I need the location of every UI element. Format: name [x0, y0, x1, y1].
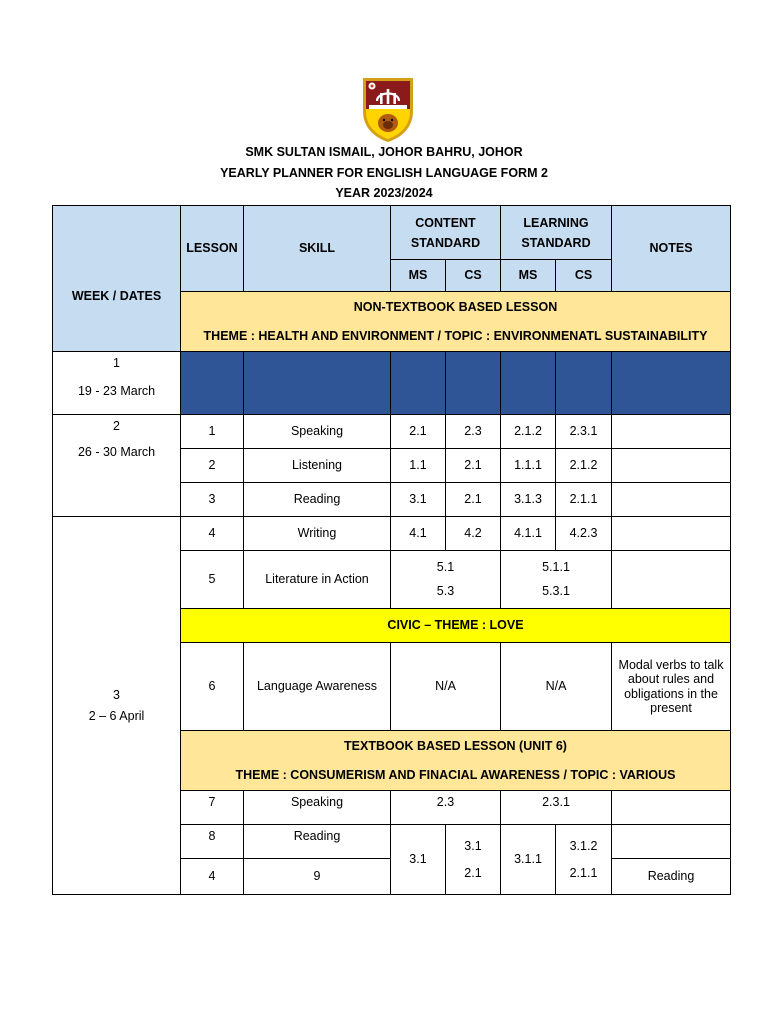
header-learning-cs: CS	[556, 260, 612, 292]
learning-standard-merged: 2.3.1	[501, 791, 612, 825]
week-4-cell	[181, 859, 244, 895]
content-cs-merged	[446, 825, 501, 895]
header-week-label: WEEK / DATES	[71, 288, 162, 303]
navy-cell	[244, 352, 391, 415]
header-notes: NOTES	[612, 206, 731, 292]
header-learning-ms: MS	[501, 260, 556, 292]
content-cs: 2.1	[446, 483, 501, 517]
notes: Modal verbs to talk about rules and obligations in the present	[612, 643, 731, 731]
content-ms: 1.1	[391, 449, 446, 483]
content-cs: 2.1	[446, 449, 501, 483]
learning-cs: 4.2.3	[556, 517, 612, 551]
band-non-textbook-theme: THEME : HEALTH AND ENVIRONMENT / TOPIC : ENVIRONMENATL SUSTAINABILITY	[203, 328, 708, 343]
lesson-number: 7	[181, 791, 244, 825]
learning-standard-merged: N/A	[501, 643, 612, 731]
band-textbook-theme: THEME : CONSUMERISM AND FINACIAL AWARENESS / TOPIC : VARIOUS	[235, 767, 676, 782]
learning-cs: 2.3.1	[556, 415, 612, 449]
content-value: 5.3	[436, 583, 455, 598]
skill: Reading	[244, 825, 391, 859]
header-content-standard: CONTENT STANDARD	[391, 206, 501, 260]
skill: Literature in Action	[244, 551, 391, 609]
learning-ms: 2.1.2	[501, 415, 556, 449]
band-non-textbook	[181, 292, 731, 352]
content-cs-value: 2.1	[464, 865, 482, 880]
planner-year: YEAR 2023/2024	[335, 186, 433, 200]
header-content-ms: MS	[391, 260, 446, 292]
learning-ms: 3.1.3	[501, 483, 556, 517]
content-cs-value: 3.1	[464, 838, 482, 853]
skill: Reading	[244, 483, 391, 517]
skill: Reading	[612, 859, 731, 895]
navy-cell	[446, 352, 501, 415]
notes	[612, 791, 731, 825]
skill: Speaking	[244, 791, 391, 825]
content-cs: 2.3	[446, 415, 501, 449]
week-1-cell	[53, 352, 181, 415]
learning-cs-merged	[556, 825, 612, 895]
band-civic: CIVIC – THEME : LOVE	[181, 609, 731, 643]
navy-cell	[181, 352, 244, 415]
school-crest-icon	[360, 75, 416, 143]
lesson-number: 6	[181, 643, 244, 731]
lesson-number: 9	[244, 859, 391, 895]
content-value: 5.1	[436, 559, 455, 574]
navy-cell	[501, 352, 556, 415]
skill: Writing	[244, 517, 391, 551]
content-cs: 4.2	[446, 517, 501, 551]
week-2-dates: 26 - 30 March	[77, 445, 156, 460]
learning-ms: 3.1.1	[501, 825, 556, 895]
learning-value: 5.3.1	[542, 583, 570, 598]
content-standard-merged: N/A	[391, 643, 501, 731]
content-ms: 2.1	[391, 415, 446, 449]
header-week-dates	[53, 206, 181, 352]
skill: Listening	[244, 449, 391, 483]
band-textbook-title: TEXTBOOK BASED LESSON (UNIT 6)	[344, 739, 567, 754]
lesson-number: 8	[181, 825, 244, 859]
learning-value: 5.1.1	[542, 559, 570, 574]
lesson-number: 5	[181, 551, 244, 609]
skill: Language Awareness	[244, 643, 391, 731]
notes	[612, 551, 731, 609]
content-ms: 3.1	[391, 825, 446, 895]
lesson-number: 3	[181, 483, 244, 517]
navy-cell	[391, 352, 446, 415]
week-4-number: 4	[208, 869, 216, 884]
content-ms: 3.1	[391, 483, 446, 517]
content-standard-merged	[391, 551, 501, 609]
skill: Speaking	[244, 415, 391, 449]
notes	[612, 825, 731, 859]
notes	[612, 517, 731, 551]
lesson-number: 4	[181, 517, 244, 551]
week-1-number: 1	[113, 356, 120, 370]
planner-title: YEARLY PLANNER FOR ENGLISH LANGUAGE FORM 2	[220, 166, 548, 180]
learning-ms: 1.1.1	[501, 449, 556, 483]
week-2-number: 2	[113, 419, 120, 433]
band-non-textbook-title: NON-TEXTBOOK BASED LESSON	[353, 300, 558, 315]
content-ms: 4.1	[391, 517, 446, 551]
band-textbook	[181, 731, 731, 791]
learning-cs-value: 3.1.2	[569, 838, 598, 853]
week-3-cell	[53, 517, 181, 895]
header-learning-standard: LEARNING STANDARD	[501, 206, 612, 260]
lesson-number: 1	[181, 415, 244, 449]
learning-standard-merged	[501, 551, 612, 609]
learning-ms: 4.1.1	[501, 517, 556, 551]
learning-cs: 2.1.1	[556, 483, 612, 517]
notes	[612, 415, 731, 449]
week-2-cell	[53, 415, 181, 517]
school-name: SMK SULTAN ISMAIL, JOHOR BAHRU, JOHOR	[245, 145, 523, 159]
lesson-number: 2	[181, 449, 244, 483]
navy-cell	[612, 352, 731, 415]
header-content-cs: CS	[446, 260, 501, 292]
notes	[612, 483, 731, 517]
navy-cell	[556, 352, 612, 415]
week-3-dates: 2 – 6 April	[88, 708, 145, 723]
header-lesson: LESSON	[181, 206, 244, 292]
notes	[612, 449, 731, 483]
header-skill: SKILL	[244, 206, 391, 292]
learning-cs: 2.1.2	[556, 449, 612, 483]
content-standard-merged: 2.3	[391, 791, 501, 825]
yearly-planner-table	[52, 205, 731, 895]
learning-cs-value: 2.1.1	[569, 865, 598, 880]
week-3-number: 3	[113, 688, 120, 703]
week-1-dates: 19 - 23 March	[77, 384, 156, 399]
